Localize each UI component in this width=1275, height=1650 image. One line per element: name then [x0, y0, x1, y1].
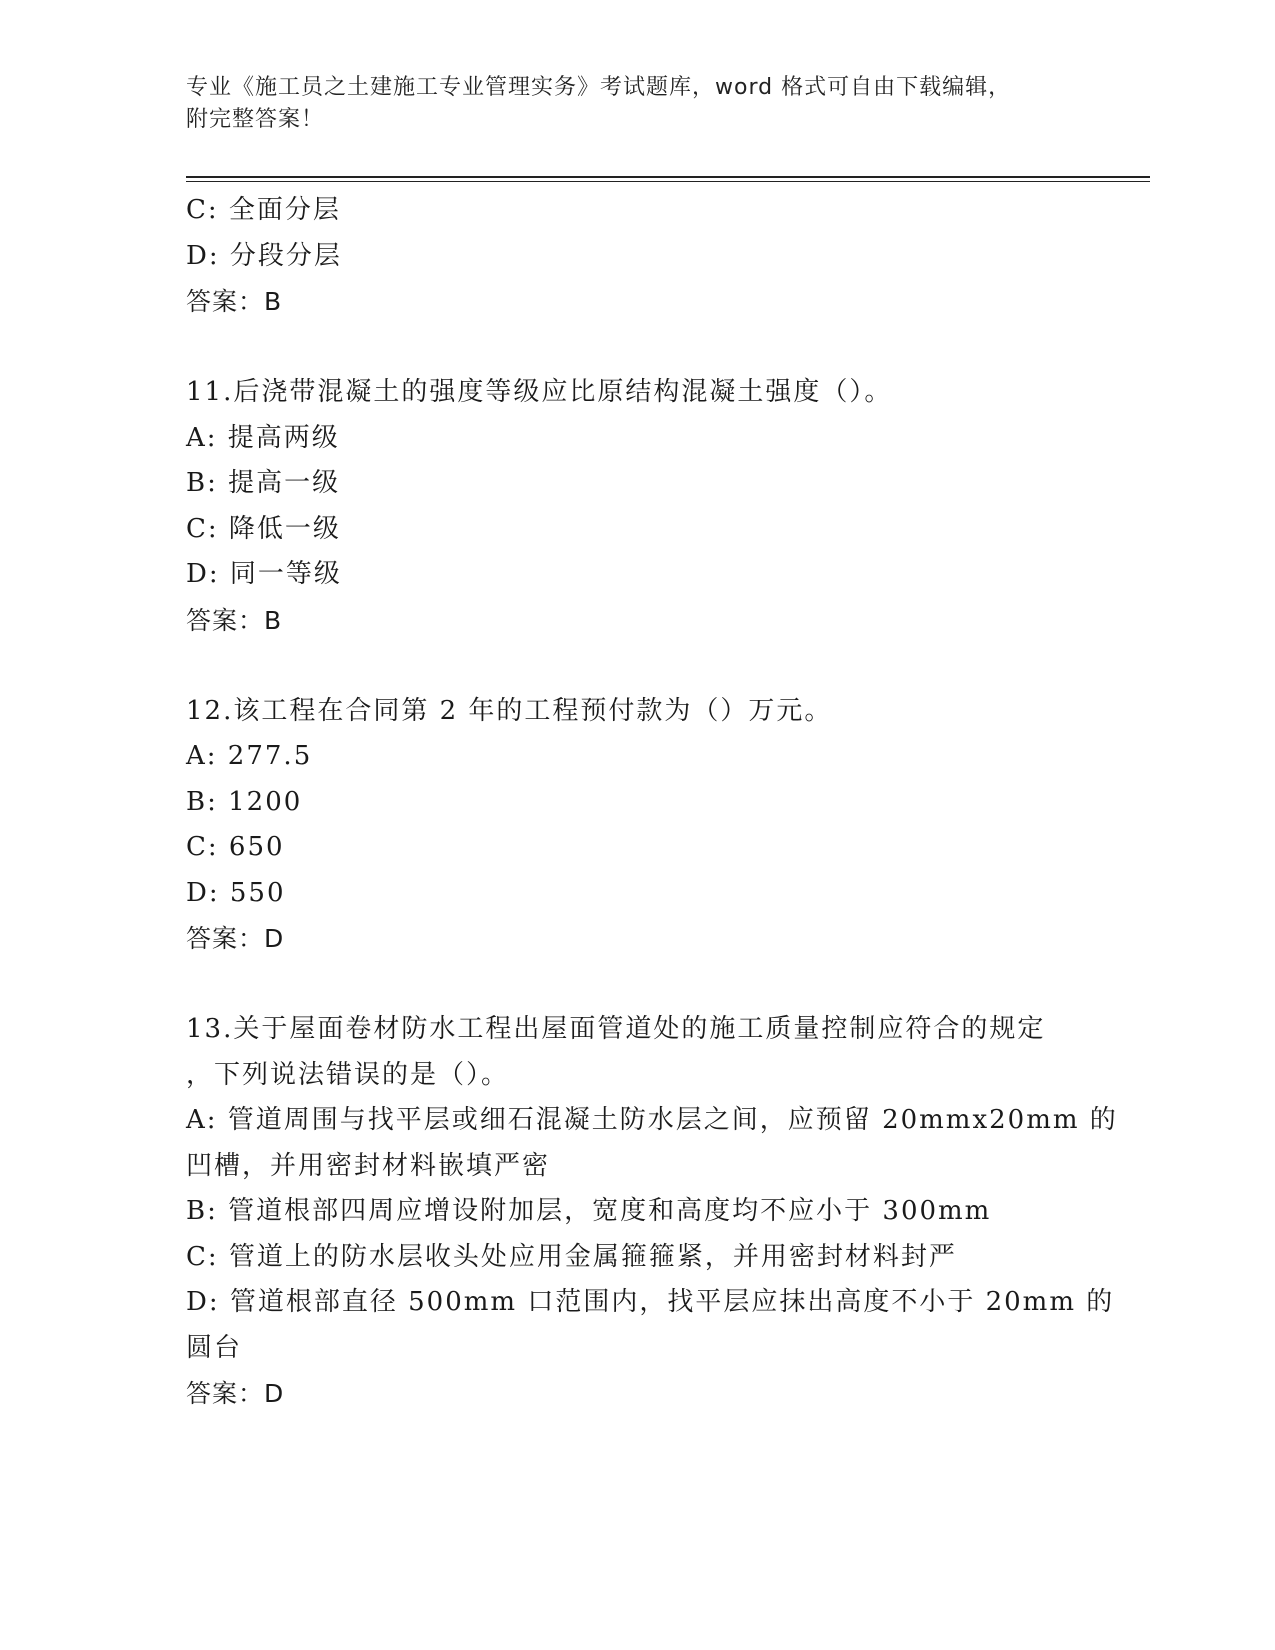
option-d: D: 550 [186, 877, 286, 908]
question-stem: 12.该工程在合同第 2 年的工程预付款为（）万元。 [186, 695, 833, 726]
question-list [186, 188, 1118, 1417]
option-a: A: 提高两级 [186, 422, 340, 453]
document-header [186, 72, 1066, 136]
question-12 [186, 689, 1086, 962]
answer: 答案：B [186, 605, 283, 635]
question-stem-line-2: ，下列说法错误的是（）。 [186, 1059, 510, 1090]
question-stem: 11.后浇带混凝土的强度等级应比原结构混凝土强度（）。 [186, 377, 893, 407]
spacer [186, 643, 1086, 689]
question-10 [186, 188, 1086, 325]
option-a-line-1: A: 管道周围与找平层或细石混凝土防水层之间，应预留 20mmx20mm 的 [186, 1105, 1118, 1135]
option-b: B: 提高一级 [186, 468, 341, 498]
spacer [186, 325, 1086, 371]
header-line-2: 附完整答案！ [186, 107, 325, 132]
answer: 答案：D [186, 924, 285, 953]
option-b: B: 1200 [186, 786, 303, 817]
question-13 [186, 1007, 1118, 1417]
question-stem-line-1: 13.关于屋面卷材防水工程出屋面管道处的施工质量控制应符合的规定 [186, 1014, 1046, 1044]
spacer [186, 962, 1086, 1008]
option-a-line-2: 凹槽，并用密封材料嵌填严密 [186, 1150, 551, 1181]
option-c: C: 全面分层 [186, 195, 341, 225]
option-d: D: 分段分层 [186, 240, 342, 271]
option-d: D: 同一等级 [186, 559, 342, 589]
answer: 答案：D [186, 1379, 285, 1408]
option-c: C: 管道上的防水层收头处应用金属箍箍紧，并用密封材料封严 [186, 1241, 957, 1272]
option-a: A: 277.5 [186, 741, 313, 771]
answer: 答案：B [186, 287, 283, 316]
header-line-1: 专业《施工员之土建施工专业管理实务》考试题库，word 格式可自由下载编辑， [186, 75, 1012, 100]
option-d-line-1: D: 管道根部直径 500mm 口范围内，找平层应抹出高度不小于 20mm 的 [186, 1287, 1115, 1317]
question-11 [186, 370, 1086, 643]
option-d-line-2: 圆台 [186, 1332, 243, 1363]
option-c: C: 降低一级 [186, 513, 341, 544]
option-c: C: 650 [186, 832, 285, 862]
header-divider-thin [186, 181, 1150, 182]
option-b: B: 管道根部四周应增设附加层，宽度和高度均不应小于 300mm [186, 1196, 992, 1226]
header-divider-thick [186, 176, 1150, 178]
